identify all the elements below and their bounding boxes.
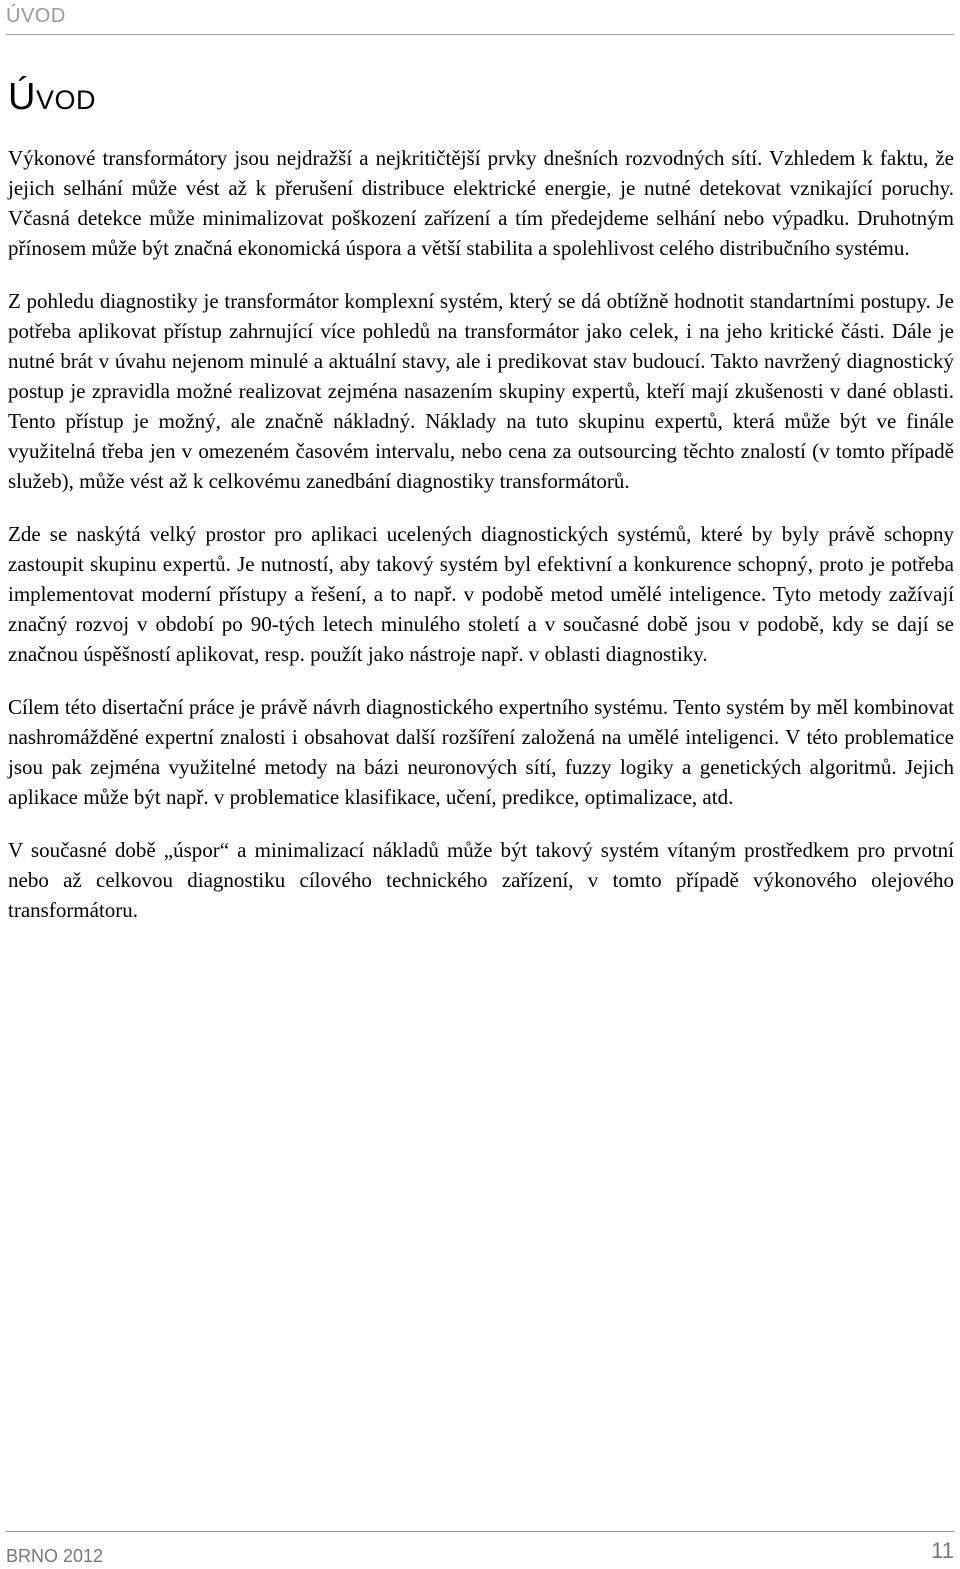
paragraph: Z pohledu diagnostiky je transformátor komplexní systém, který se dá obtížně hodnotit standartními postupy. Je potřeba aplikovat přístup zahrnující více pohledů na transformátor jako celek, i na jeho kritické části. Dále je nutné brát v úvahu nejenom minulé a aktuální stavy, ale i predikovat stav budoucí. Takto navržený diagnostický postup je zpravidla možné realizovat zejména nasazením skupiny expertů, kteří mají zkušenosti v dané oblasti. Tento přístup je možný, ale značně nákladný. Náklady na tuto skupinu expertů, která může být ve finále využitelná třeba jen v omezeném časovém intervalu, nebo cena za outsourcing těchto znalostí (v tomto případě služeb), může vést až k celkovému zanedbání diagnostiky transformátorů. [8, 289, 954, 493]
paragraph: Cílem této disertační práce je právě návrh diagnostického expertního systému. Tento systém by měl kombinovat nashromážděné expertní znalosti i obsahovat další rozšíření založená na umělé inteligenci. V této problematice jsou pak zejména využitelné metody na bázi neuronových sítí, fuzzy logiky a genetických algoritmů. Jejich aplikace může být např. v problematice klasifikace, učení, predikce, optimalizace, atd. [8, 695, 954, 809]
body-text [8, 143, 954, 948]
footer-place-year: BRNO 2012 [6, 1546, 104, 1566]
paragraph: Výkonové transformátory jsou nejdražší a nejkritičtější prvky dnešních rozvodných sítí. Vzhledem k faktu, že jejich selhání může vést až k přerušení distribuce elektrické energie, je nutné detekovat vznikající poruchy. Včasná detekce může minimalizovat poškození zařízení a tím předejdeme selhání nebo výpadku. Druhotným přínosem může být značná ekonomická úspora a větší stabilita a spolehlivost celého distribučního systému. [8, 146, 954, 260]
page-number: 11 [931, 1538, 954, 1563]
running-header: ÚVOD [6, 5, 66, 27]
paragraph: Zde se naskýtá velký prostor pro aplikaci ucelených diagnostických systémů, které by byly právě schopny zastoupit skupinu expertů. Je nutností, aby takový systém byl efektivní a konkurence schopný, proto je potřeba implementovat moderní přístupy a řešení, a to např. v podobě metod umělé inteligence. Tyto metody zažívají značný rozvoj v období po 90-tých letech minulého století a v současné době jsou v podobě, kdy se dají se značnou úspěšností aplikovat, resp. použít jako nástroje např. v oblasti diagnostiky. [8, 522, 954, 666]
header-divider [6, 34, 954, 35]
paragraph: V současné době „úspor“ a minimalizací nákladů může být takový systém vítaným prostředkem pro prvotní nebo až celkovou diagnostiku cílového technického zařízení, v tomto případě výkonového olejového transformátoru. [8, 838, 954, 922]
footer-divider [6, 1531, 954, 1532]
chapter-title: Úvod [8, 76, 96, 118]
